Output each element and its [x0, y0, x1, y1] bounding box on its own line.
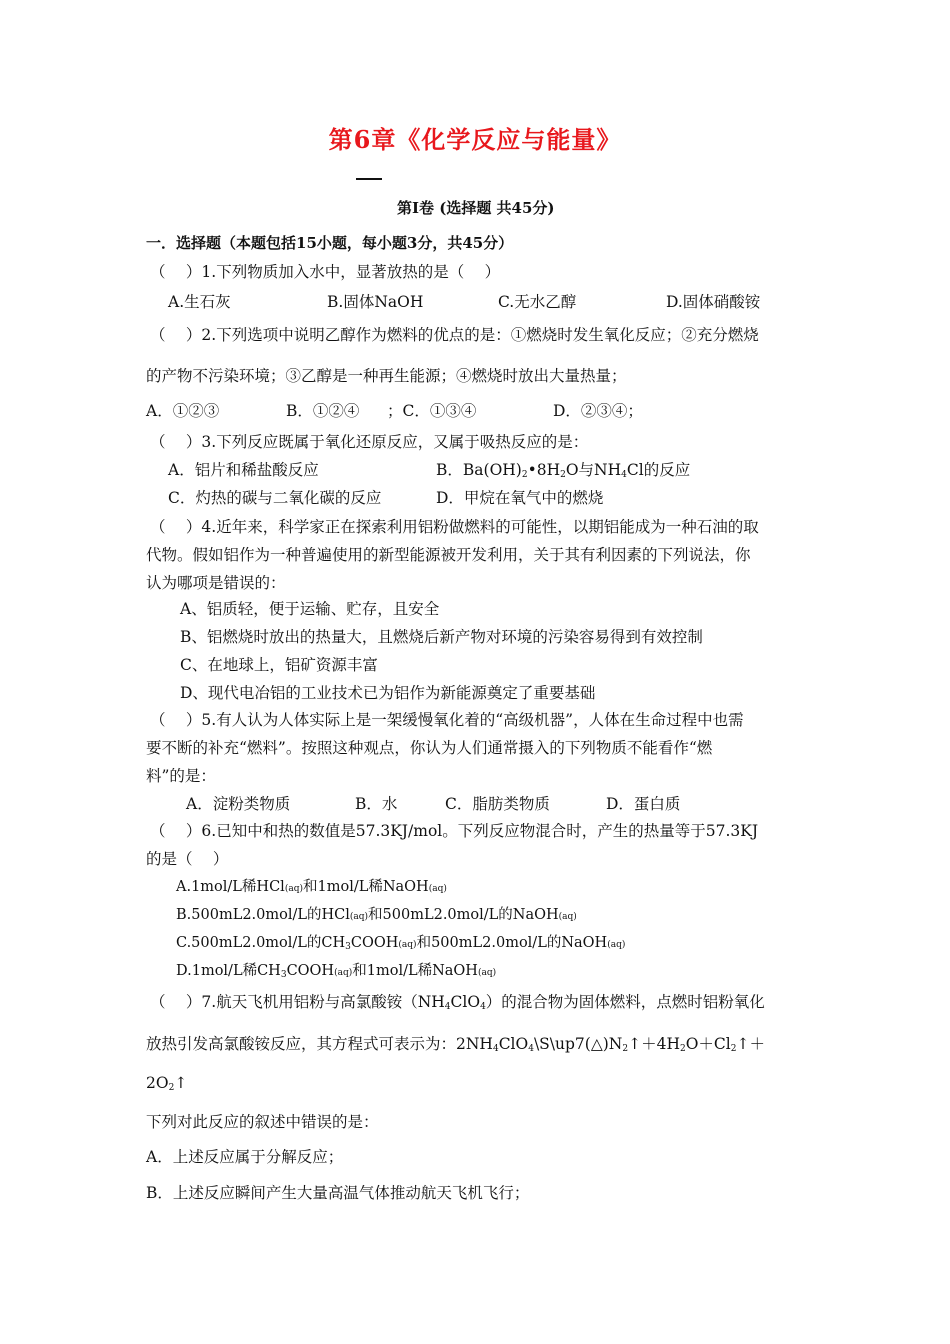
- question-4-option-a: A、铝质轻，便于运输、贮存，且安全: [180, 600, 440, 618]
- question-1-option-d: D.固体硝酸铵: [666, 293, 761, 311]
- question-2-option-b: B．①②④: [286, 402, 360, 420]
- question-4-option-b: B、铝燃烧时放出的热量大，且燃烧后新产物对环境的污染容易得到有效控制: [180, 628, 703, 646]
- question-7-option-a: A．上述反应属于分解反应；: [146, 1148, 344, 1166]
- question-5-stem-line-1: （ ）5.有人认为人体实际上是一架缓慢氧化着的“高级机器”，人体在生命过程中也需: [150, 711, 744, 729]
- question-5-option-a: A．淀粉类物质: [186, 795, 291, 813]
- question-4-stem-line-2: 代物。假如铝作为一种普遍使用的新型能源被开发利用，关于其有利因素的下列说法，你: [146, 546, 751, 564]
- question-7-prompt: 下列对此反应的叙述中错误的是：: [146, 1113, 379, 1131]
- question-3-option-d: D．甲烷在氧气中的燃烧: [436, 489, 604, 507]
- question-7-stem-line-1: （ ）7.航天飞机用铝粉与高氯酸铵$(NH_4ClO_4)$的混合物为固体燃料，点燃时铝粉氧化: [150, 993, 765, 1012]
- question-1-option-a: A.生石灰: [168, 293, 231, 311]
- question-2-option-d: D．②③④；: [553, 402, 643, 420]
- question-1-option-c: C.无水乙醇: [498, 293, 577, 311]
- question-2-option-a: A．①②③: [146, 402, 220, 420]
- question-4-stem-line-1: （ ）4.近年来，科学家正在探索利用铝粉做燃料的可能性，以期铝能成为一种石油的取: [150, 518, 759, 536]
- question-5-stem-line-3: 料”的是：: [146, 767, 216, 785]
- question-1-stem: （ ）1.下列物质加入水中，显著放热的是（ ）: [150, 263, 501, 281]
- question-2-stem-line-2: 的产物不污染环境；③乙醇是一种再生能源；④燃烧时放出大量热量；: [146, 367, 627, 385]
- question-4-option-c: C、在地球上，铝矿资源丰富: [180, 656, 378, 674]
- question-3-option-a: A．铝片和稀盐酸反应: [168, 461, 319, 479]
- question-7-stem-line-3: $2O_2↑$: [146, 1074, 188, 1093]
- question-5-option-c: C．脂肪类物质: [445, 795, 550, 813]
- question-7-option-b: B．上述反应瞬间产生大量高温气体推动航天飞机飞行；: [146, 1184, 530, 1202]
- question-1-option-b: B.固体NaOH: [327, 293, 424, 311]
- question-6-stem-line-2: 的是（ ）: [146, 850, 229, 868]
- question-3-option-b: B．$Ba(OH)_2•8H_2O$与$NH_4Cl$的反应: [436, 461, 691, 480]
- question-3-stem: （ ）3.下列反应既属于氧化还原反应，又属于吸热反应的是：: [150, 433, 589, 451]
- part-one-heading: 一．选择题（本题包括15小题，每小题3分，共45分）: [146, 234, 514, 252]
- question-5-option-d: D．蛋白质: [606, 795, 681, 813]
- question-5-option-b: B．水: [355, 795, 398, 813]
- question-6-option-b: B.500mL2.0mol/L的HCl(aq)和500mL2.0mol/L的NaOH(aq): [176, 907, 577, 923]
- question-7-stem-line-2: 放热引发高氯酸铵反应，其方程式可表示为：$2NH_4ClO_4\backslash S\backslash up7(\triangle)N_2↑+4H_2O+Cl_2↑+$: [146, 1035, 765, 1054]
- question-4-option-d: D、现代电冶铝的工业技术已为铝作为新能源奠定了重要基础: [180, 684, 596, 702]
- question-5-stem-line-2: 要不断的补充“燃料”。按照这种观点，你认为人们通常摄入的下列物质不能看作“燃: [146, 739, 713, 757]
- question-3-option-c: C．灼热的碳与二氧化碳的反应: [168, 489, 382, 507]
- question-2-stem-line-1: （ ）2.下列选项中说明乙醇作为燃料的优点的是：①燃烧时发生氧化反应；②充分燃烧: [150, 326, 759, 344]
- question-6-option-d: D.1mol/L稀$CH_3COOH(aq)$和1mol/L稀NaOH(aq): [176, 963, 497, 980]
- short-underline: [356, 178, 382, 180]
- question-2-option-c: ；C．①③④: [387, 402, 477, 420]
- question-6-option-c: C.500mL2.0mol/L的$CH_3COOH(aq)$和500mL2.0mol/L的NaOH(aq): [176, 935, 626, 952]
- chapter-title: 第6章《化学反应与能量》: [328, 125, 622, 154]
- question-4-stem-line-3: 认为哪项是错误的：: [146, 574, 286, 592]
- question-6-option-a: A.1mol/L稀HCl(aq)和1mol/L稀NaOH(aq): [176, 879, 447, 895]
- section-header: 第Ⅰ卷 (选择题 共45分): [397, 199, 555, 217]
- question-6-stem-line-1: （ ）6.已知中和热的数值是57.3KJ/mol。下列反应物混合时，产生的热量等于57.3KJ: [150, 822, 759, 840]
